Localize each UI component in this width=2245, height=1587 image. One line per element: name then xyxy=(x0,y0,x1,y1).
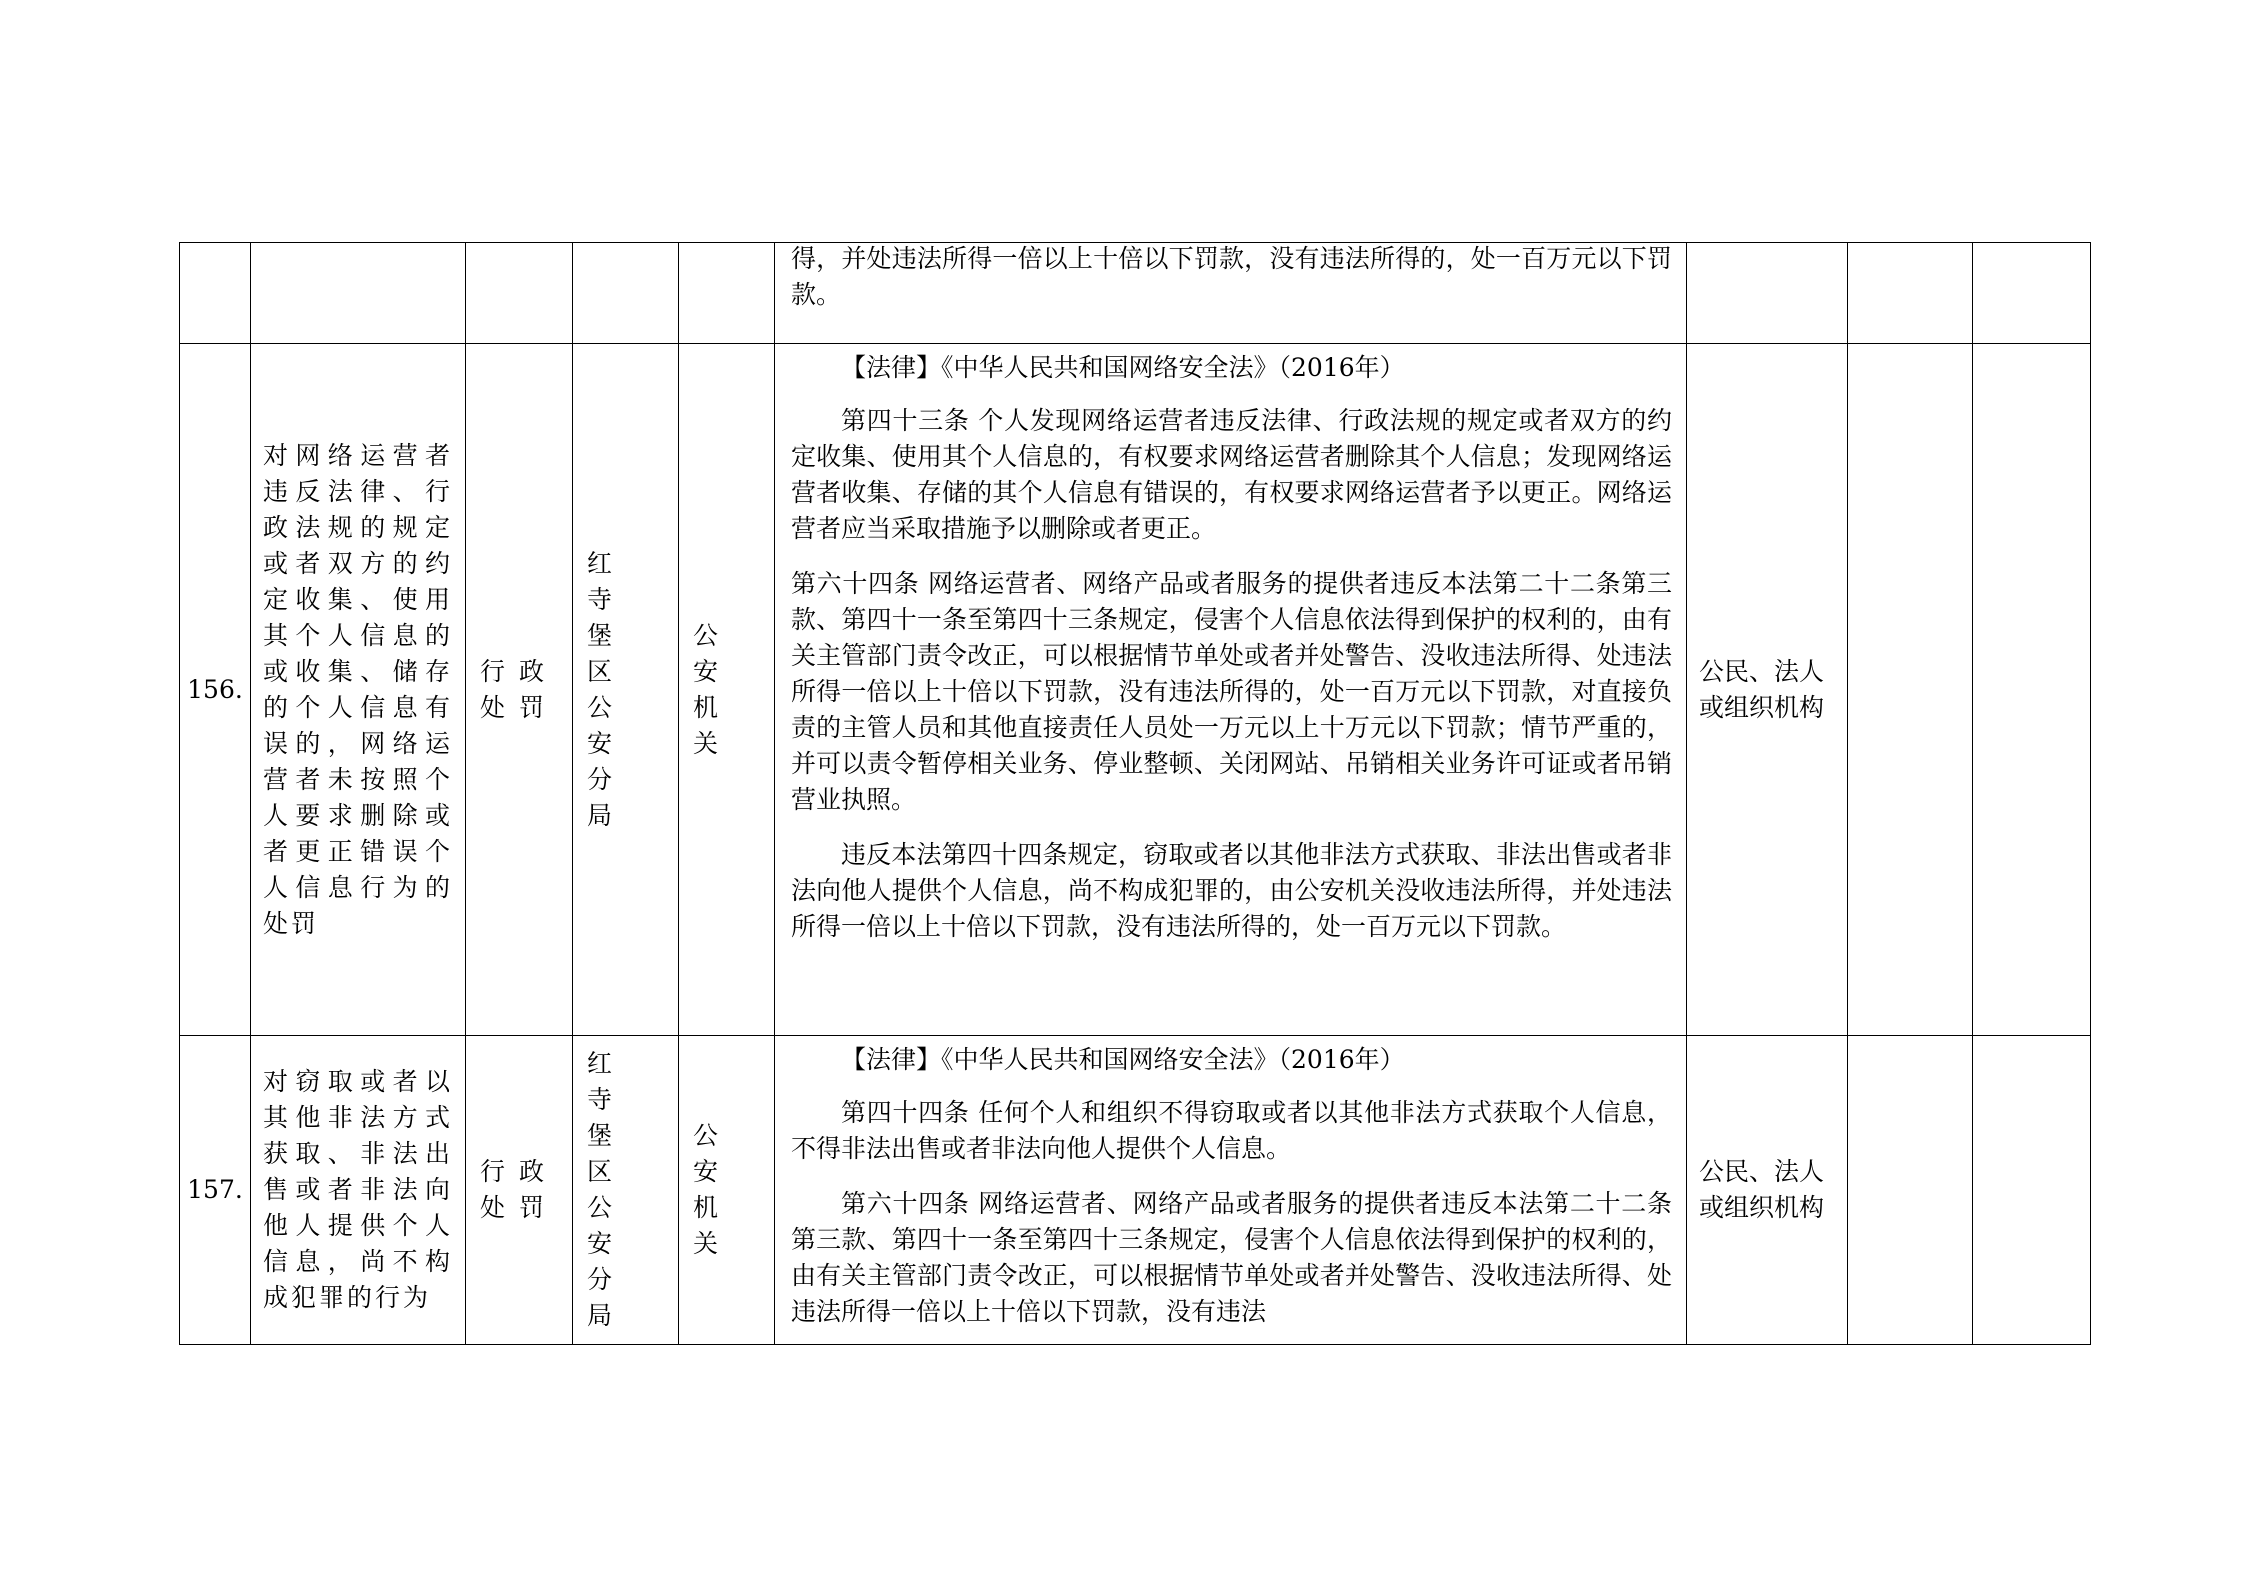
cell-empty-1 xyxy=(1848,344,1973,1036)
cell-empty-2 xyxy=(1973,1036,2091,1345)
basis-paragraph: 第六十四条 网络运营者、网络产品或者服务的提供者违反本法第二十二条第三款、第四十一条至第四十三条规定，侵害个人信息依法得到保护的权利的，由有关主管部门责令改正，可以根据情节单处或者并处警告、没收违法所得、处违法所得一倍以上十倍以下罚款，没有违法 xyxy=(791,1189,1672,1326)
item-authority: 红寺堡区公安分局 xyxy=(573,1036,679,1345)
basis-law-title: 【法律】《中华人民共和国网络安全法》（2016年） xyxy=(841,353,1405,382)
enforcement-table xyxy=(179,242,2091,1345)
cell-scope xyxy=(1687,243,1848,344)
cell-organ xyxy=(679,243,775,344)
item-category: 行政处罚 xyxy=(466,344,573,1036)
basis-paragraph: 第四十四条 任何个人和组织不得窃取或者以其他非法方式获取个人信息，不得非法出售或者非法向他人提供个人信息。 xyxy=(791,1098,1672,1163)
item-scope: 公民、法人或组织机构 xyxy=(1687,1036,1848,1345)
item-name: 对窃取或者以其他非法方式获取、非法出售或者非法向他人提供个人信息，尚不构成犯罪的行为 xyxy=(251,1036,466,1345)
cell-item xyxy=(251,243,466,344)
table-row-156 xyxy=(180,344,2091,1036)
item-organ: 公安机关 xyxy=(679,1036,775,1345)
cell-basis xyxy=(775,243,1687,344)
item-scope: 公民、法人或组织机构 xyxy=(1687,344,1848,1036)
item-basis xyxy=(775,344,1687,1036)
cell-category xyxy=(466,243,573,344)
basis-text: 得，并处违法所得一倍以上十倍以下罚款，没有违法所得的，处一百万元以下罚款。 xyxy=(791,244,1672,309)
item-number: 156. xyxy=(180,344,251,1036)
cell-num xyxy=(180,243,251,344)
cell-empty-1 xyxy=(1848,243,1973,344)
basis-paragraph: 第四十三条 个人发现网络运营者违反法律、行政法规的规定或者双方的约定收集、使用其个人信息的，有权要求网络运营者删除其个人信息；发现网络运营者收集、存储的其个人信息有错误的，有权要求网络运营者予以更正。网络运营者应当采取措施予以删除或者更正。 xyxy=(791,406,1672,543)
table-row-157 xyxy=(180,1036,2091,1345)
cell-empty-2 xyxy=(1973,344,2091,1036)
basis-paragraph: 第六十四条 网络运营者、网络产品或者服务的提供者违反本法第二十二条第三款、第四十一条至第四十三条规定，侵害个人信息依法得到保护的权利的，由有关主管部门责令改正，可以根据情节单处或者并处警告、没收违法所得、处违法所得一倍以上十倍以下罚款，没有违法所得的，处一百万元以下罚款，对直接负责的主管人员和其他直接责任人员处一万元以上十万元以下罚款；情节严重的，并可以责令暂停相关业务、停业整顿、关闭网站、吊销相关业务许可证或者吊销营业执照。 xyxy=(791,569,1672,814)
cell-authority xyxy=(573,243,679,344)
cell-empty-1 xyxy=(1848,1036,1973,1345)
item-basis xyxy=(775,1036,1687,1345)
item-name: 对网络运营者违反法律、行政法规的规定或者双方的约定收集、使用其个人信息的或收集、储存的个人信息有误的，网络运营者未按照个人要求删除或者更正错误个人信息行为的处罚 xyxy=(251,344,466,1036)
table-row-continued xyxy=(180,243,2091,344)
cell-empty-2 xyxy=(1973,243,2091,344)
item-category: 行政处罚 xyxy=(466,1036,573,1345)
item-number: 157. xyxy=(180,1036,251,1345)
basis-paragraph: 违反本法第四十四条规定，窃取或者以其他非法方式获取、非法出售或者非法向他人提供个人信息，尚不构成犯罪的，由公安机关没收违法所得，并处违法所得一倍以上十倍以下罚款，没有违法所得的，处一百万元以下罚款。 xyxy=(791,840,1672,941)
basis-law-title: 【法律】《中华人民共和国网络安全法》（2016年） xyxy=(841,1045,1405,1074)
item-organ: 公安机关 xyxy=(679,344,775,1036)
item-authority: 红寺堡区公安分局 xyxy=(573,344,679,1036)
